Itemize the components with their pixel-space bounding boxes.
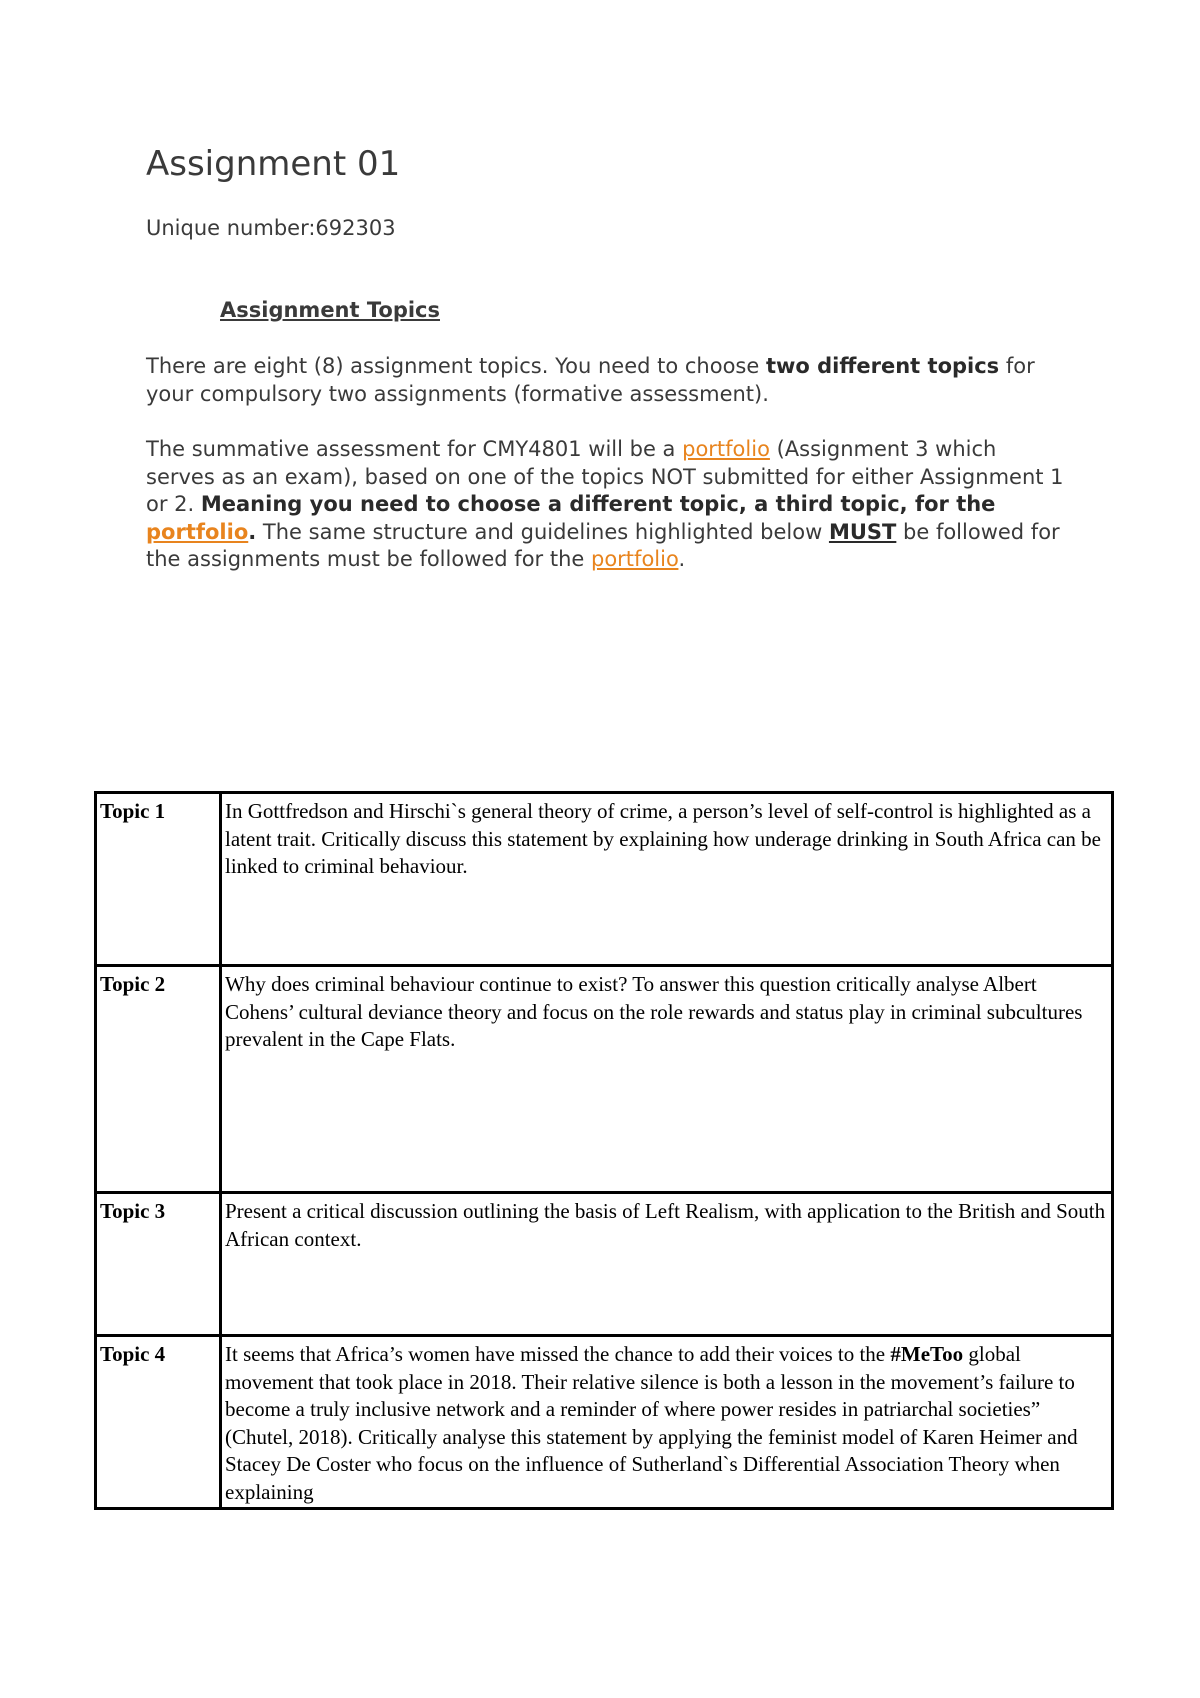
topics-table xyxy=(94,791,1114,1510)
intro-text-end: for your compulsory two assignments (formative assessment). xyxy=(146,354,1035,406)
table-row xyxy=(96,966,1113,1193)
summative-bold: . xyxy=(248,519,257,544)
summative-text: The summative assessment for CMY4801 will be a xyxy=(146,437,683,461)
summative-bold: Meaning you need to choose a different topic, a third topic, for the xyxy=(200,492,996,516)
portfolio-link[interactable]: portfolio xyxy=(682,437,770,461)
topic-description: Why does criminal behaviour continue to exist? To answer this question critically analyse Albert Cohens’ cultural deviance theory and focus on the role rewards and status play in criminal subcultures prevalent in the Cape Flats. xyxy=(221,966,1113,1193)
topic-label: Topic 2 xyxy=(96,966,221,1193)
intro-bold: two different topics xyxy=(765,354,1000,378)
unique-number: Unique number:692303 xyxy=(146,216,396,240)
must-emphasis: MUST xyxy=(828,519,897,544)
portfolio-link[interactable]: portfolio xyxy=(591,547,679,571)
intro-text: There are eight (8) assignment topics. You need to choose xyxy=(146,354,766,378)
summative-text: be followed for the assignments must be followed for the xyxy=(146,519,1060,571)
topic-label: Topic 4 xyxy=(96,1336,221,1509)
table-row xyxy=(96,1193,1113,1336)
topic-label: Topic 3 xyxy=(96,1193,221,1336)
assignment-topics-heading: Assignment Topics xyxy=(220,298,440,322)
topic-label: Topic 1 xyxy=(96,793,221,966)
metoo-hashtag: #MeToo xyxy=(890,1342,964,1366)
summative-paragraph xyxy=(146,436,1066,574)
topic-description: In Gottfredson and Hirschi`s general theory of crime, a person’s level of self-control is highlighted as a latent trait. Critically discuss this statement by explaining how underage drinking in South Africa can be linked to criminal behaviour. xyxy=(221,793,1113,966)
page-title: Assignment 01 xyxy=(146,144,401,184)
table-row xyxy=(96,793,1113,966)
topic-description: Present a critical discussion outlining the basis of Left Realism, with application to the British and South African context. xyxy=(221,1193,1113,1336)
table-row xyxy=(96,1336,1113,1509)
intro-paragraph xyxy=(146,353,1066,408)
summative-text: . xyxy=(678,547,686,571)
topic-description xyxy=(221,1336,1113,1509)
portfolio-link[interactable]: portfolio xyxy=(146,519,249,544)
summative-text: The same structure and guidelines highlighted below xyxy=(256,519,829,544)
topic-text: It seems that Africa’s women have missed the chance to add their voices to the xyxy=(225,1342,891,1366)
summative-text: (Assignment 3 which serves as an exam), based on one of the topics NOT submitted for either Assignment 1 or 2. xyxy=(146,437,1064,516)
topic-text: global movement that took place in 2018. Their relative silence is both a lesson in the movement’s failure to become a truly inclusive network and a reminder of where power resides in patriarchal societies” (Chutel, 2018). Critically analyse this statement by applying the feminist model of Karen Heimer and Stacey De Coster who focus on the influence of Sutherland`s Differential Association Theory when explaining xyxy=(225,1342,1078,1504)
